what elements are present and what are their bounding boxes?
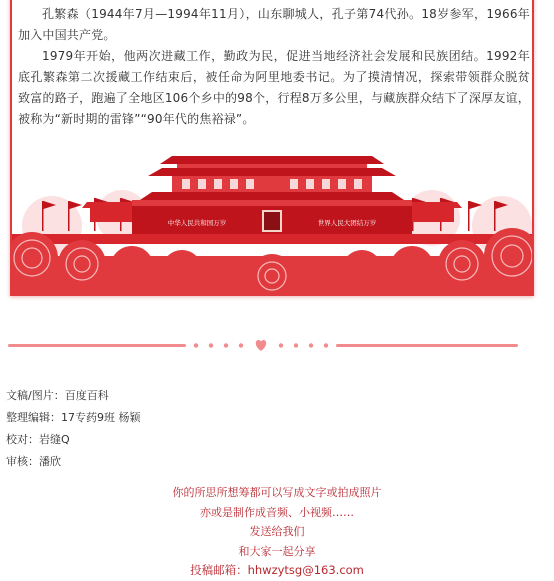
heart-icon [256,340,266,351]
credits [6,385,141,473]
banner-right: 世界人民大团结万岁 [317,219,377,227]
footer-line-4: 和大家一起分享 [238,544,316,558]
credit-value: 潘欣 [39,455,61,468]
footer-line-1: 你的所思所想筹都可以写成文字或拍成照片 [172,486,382,499]
credit-reviewer [6,451,141,473]
submission-footer [0,483,554,581]
credit-value: 17专药9班 杨颖 [61,411,141,424]
banner-left: 中华人民共和国万岁 [167,219,227,227]
tiananmen-illustration [12,146,532,296]
email-label: 投稿邮箱： [190,563,248,577]
credit-proofreader [6,429,141,451]
footer-line-2: 亦或是制作成音频、小视频…… [200,505,354,519]
credit-value: 百度百科 [64,389,109,402]
email-link[interactable]: hhwzytsg@163.com [247,563,364,577]
credit-label: 校对： [6,433,39,446]
heart-divider [0,330,554,360]
article-paragraph-1: 孔繁森（1944年7月—1994年11月），山东聊城人，孔子第74代孙。18岁参军，1966年加入中国共产党。 [18,7,530,42]
credit-source [6,385,141,407]
credit-label: 审核： [6,455,39,468]
article-card [10,0,534,296]
credit-label: 整理编辑： [6,411,61,424]
footer-line-3: 发送给我们 [249,525,305,538]
credit-label: 文稿/图片： [6,389,65,402]
credit-value: 岩缝Q [39,433,70,446]
credit-editor [6,407,141,429]
footer-email-line [0,561,554,581]
article-paragraph-2: 1979年开始，他两次进藏工作，勤政为民，促进当地经济社会发展和民族团结。1992年底孔繁森第二次援藏工作结束后，被任命为阿里地委书记。为了摸清情况，探索带领群众脱贫致富的路子，跑遍了全地区106个乡中的98个，行程8万多公里，与藏族群众结下了深厚友谊，被称为“新时期的雷锋”“90年代的焦裕禄”。 [18,49,530,126]
